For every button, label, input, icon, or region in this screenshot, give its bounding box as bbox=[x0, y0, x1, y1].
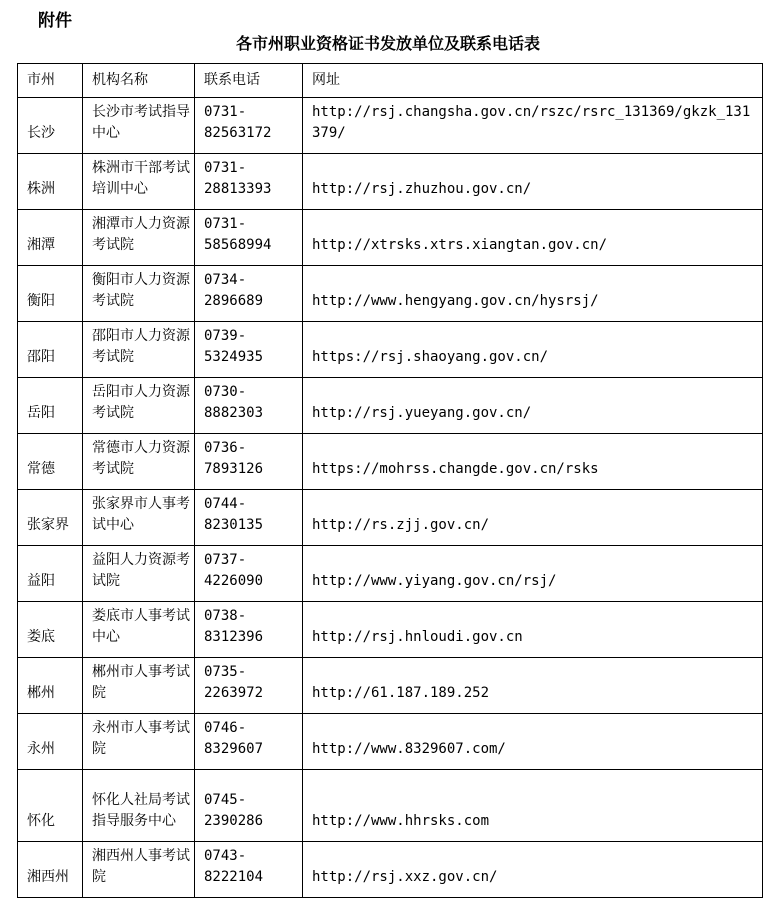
cell-org: 永州市人事考试院 bbox=[83, 714, 195, 770]
cell-city: 怀化 bbox=[18, 770, 83, 842]
cell-city: 衡阳 bbox=[18, 266, 83, 322]
cell-city: 娄底 bbox=[18, 602, 83, 658]
column-header-phone: 联系电话 bbox=[195, 64, 303, 98]
attachment-label: 附件 bbox=[38, 11, 72, 30]
table-row bbox=[18, 842, 763, 898]
table-header-row bbox=[18, 64, 763, 98]
cell-city: 邵阳 bbox=[18, 322, 83, 378]
cell-org: 益阳人力资源考试院 bbox=[83, 546, 195, 602]
cell-url: http://rsj.yueyang.gov.cn/ bbox=[303, 378, 763, 434]
table-row bbox=[18, 154, 763, 210]
cell-url: https://rsj.shaoyang.gov.cn/ bbox=[303, 322, 763, 378]
cell-city: 长沙 bbox=[18, 98, 83, 154]
cell-phone: 0743-8222104 bbox=[195, 842, 303, 898]
cell-city: 常德 bbox=[18, 434, 83, 490]
cell-org: 岳阳市人力资源考试院 bbox=[83, 378, 195, 434]
cell-city: 湘西州 bbox=[18, 842, 83, 898]
cell-org: 张家界市人事考试中心 bbox=[83, 490, 195, 546]
table-row bbox=[18, 770, 763, 842]
cell-phone: 0735-2263972 bbox=[195, 658, 303, 714]
column-header-url: 网址 bbox=[303, 64, 763, 98]
cell-url: http://www.8329607.com/ bbox=[303, 714, 763, 770]
cell-city: 益阳 bbox=[18, 546, 83, 602]
table-row bbox=[18, 434, 763, 490]
cell-phone: 0734-2896689 bbox=[195, 266, 303, 322]
table-body bbox=[18, 98, 763, 898]
cell-url: http://rsj.xxz.gov.cn/ bbox=[303, 842, 763, 898]
cell-url: http://61.187.189.252 bbox=[303, 658, 763, 714]
table-row bbox=[18, 658, 763, 714]
table-row bbox=[18, 546, 763, 602]
cell-url: http://xtrsks.xtrs.xiangtan.gov.cn/ bbox=[303, 210, 763, 266]
cell-url: http://www.yiyang.gov.cn/rsj/ bbox=[303, 546, 763, 602]
cell-org: 邵阳市人力资源考试院 bbox=[83, 322, 195, 378]
cell-url: http://www.hengyang.gov.cn/hysrsj/ bbox=[303, 266, 763, 322]
table-row bbox=[18, 714, 763, 770]
cell-phone: 0744-8230135 bbox=[195, 490, 303, 546]
cell-url: http://rsj.zhuzhou.gov.cn/ bbox=[303, 154, 763, 210]
table-row bbox=[18, 98, 763, 154]
cell-phone: 0731-28813393 bbox=[195, 154, 303, 210]
table-row bbox=[18, 266, 763, 322]
cell-org: 郴州市人事考试院 bbox=[83, 658, 195, 714]
table-row bbox=[18, 378, 763, 434]
cell-phone: 0738-8312396 bbox=[195, 602, 303, 658]
cell-url: https://mohrss.changde.gov.cn/rsks bbox=[303, 434, 763, 490]
cell-phone: 0745-2390286 bbox=[195, 770, 303, 842]
column-header-org: 机构名称 bbox=[83, 64, 195, 98]
cell-org: 湘潭市人力资源考试院 bbox=[83, 210, 195, 266]
cell-org: 衡阳市人力资源考试院 bbox=[83, 266, 195, 322]
cell-phone: 0737-4226090 bbox=[195, 546, 303, 602]
cell-phone: 0731-58568994 bbox=[195, 210, 303, 266]
cell-phone: 0730-8882303 bbox=[195, 378, 303, 434]
table-row bbox=[18, 322, 763, 378]
table-row bbox=[18, 490, 763, 546]
cell-phone: 0736-7893126 bbox=[195, 434, 303, 490]
cell-city: 株洲 bbox=[18, 154, 83, 210]
cell-org: 娄底市人事考试中心 bbox=[83, 602, 195, 658]
contact-table bbox=[17, 63, 763, 898]
cell-org: 湘西州人事考试院 bbox=[83, 842, 195, 898]
cell-city: 湘潭 bbox=[18, 210, 83, 266]
cell-url: http://rsj.changsha.gov.cn/rszc/rsrc_131369/gkzk_131379/ bbox=[303, 98, 763, 154]
cell-org: 株洲市干部考试培训中心 bbox=[83, 154, 195, 210]
cell-url: http://www.hhrsks.com bbox=[303, 770, 763, 842]
cell-city: 郴州 bbox=[18, 658, 83, 714]
cell-city: 岳阳 bbox=[18, 378, 83, 434]
column-header-city: 市州 bbox=[18, 64, 83, 98]
table-row bbox=[18, 210, 763, 266]
cell-url: http://rs.zjj.gov.cn/ bbox=[303, 490, 763, 546]
cell-city: 张家界 bbox=[18, 490, 83, 546]
cell-phone: 0739-5324935 bbox=[195, 322, 303, 378]
cell-city: 永州 bbox=[18, 714, 83, 770]
cell-url: http://rsj.hnloudi.gov.cn bbox=[303, 602, 763, 658]
cell-phone: 0746-8329607 bbox=[195, 714, 303, 770]
page-title: 各市州职业资格证书发放单位及联系电话表 bbox=[235, 36, 540, 53]
table-row bbox=[18, 602, 763, 658]
cell-org: 常德市人力资源考试院 bbox=[83, 434, 195, 490]
cell-org: 长沙市考试指导中心 bbox=[83, 98, 195, 154]
cell-org: 怀化人社局考试指导服务中心 bbox=[83, 770, 195, 842]
cell-phone: 0731-82563172 bbox=[195, 98, 303, 154]
